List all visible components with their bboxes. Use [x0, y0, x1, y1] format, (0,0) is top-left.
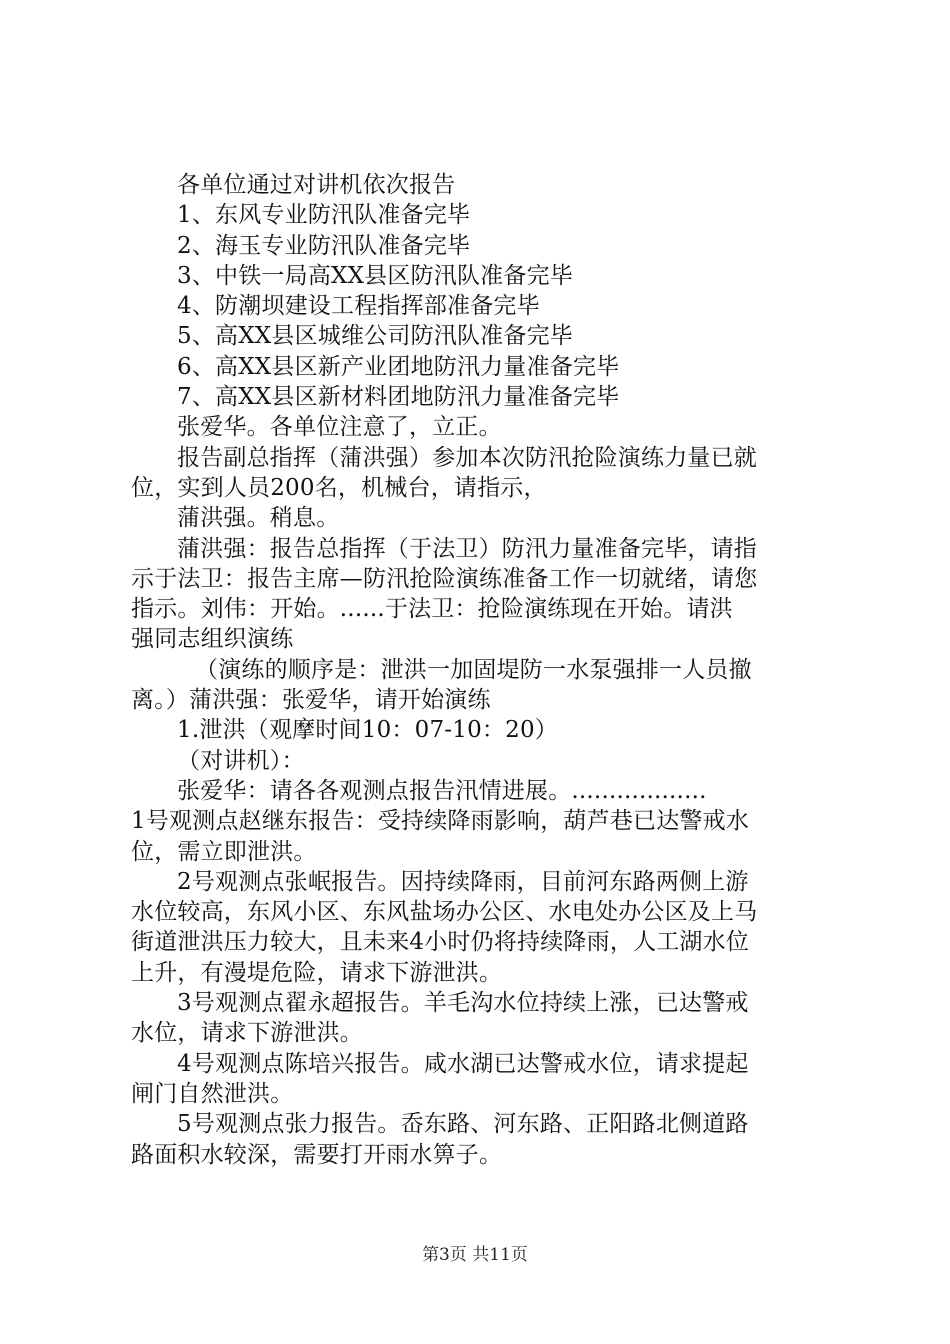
text-line: 报告副总指挥（蒲洪强）参加本次防汛抢险演练力量已就 [177, 444, 757, 471]
text-line: 位，需立即泄洪。 [131, 838, 317, 865]
text-line: （演练的顺序是：泄洪一加固堤防一水泵强排一人员撤 [195, 656, 752, 683]
text-line: 街道泄洪压力较大，且未来4小时仍将持续降雨，人工湖水位 [131, 929, 750, 956]
text-line: （对讲机）： [177, 747, 305, 774]
text-line: 各单位通过对讲机依次报告 [177, 172, 456, 198]
text-line: 蒲洪强。稍息。 [177, 505, 340, 532]
text-line: 强同志组织演练 [131, 626, 294, 653]
text-line: 上升，有漫堤危险，请求下游泄洪。 [131, 959, 503, 986]
text-line: 3、中铁一局高XX县区防汛队准备完毕 [177, 262, 573, 289]
text-line: 5、高XX县区城维公司防汛队准备完毕 [177, 323, 573, 350]
text-line: 1号观测点赵继东报告：受持续降雨影响，葫芦巷已达警戒水 [131, 808, 750, 835]
text-line: 6、高XX县区新产业团地防汛力量准备完毕 [177, 353, 620, 380]
text-line: 7、高XX县区新材料团地防汛力量准备完毕 [177, 384, 620, 411]
text-line: 2、海玉专业防汛队准备完毕 [177, 232, 471, 259]
text-line: 水位较高，东风小区、东风盐场办公区、水电处办公区及上马 [131, 899, 758, 926]
text-line: 指示。刘伟：开始。......于法卫：抢险演练现在开始。请洪 [131, 596, 733, 623]
text-line: 1、东风专业防汛队准备完毕 [177, 202, 471, 229]
text-line: 离。）蒲洪强：张爱华，请开始演练 [131, 687, 491, 714]
text-line: 位，实到人员200名，机械台，请指示， [131, 474, 547, 501]
page-footer [0, 1244, 950, 1266]
text-line: 3号观测点翟永超报告。羊毛沟水位持续上涨，已达警戒 [177, 990, 749, 1017]
text-line: 4号观测点陈培兴报告。咸水湖已达警戒水位，请求提起 [177, 1050, 749, 1077]
text-line: 闸门自然泄洪。 [131, 1080, 294, 1107]
text-line: 张爱华。各单位注意了，立正。 [177, 414, 502, 441]
text-line: 2号观测点张岷报告。因持续降雨，目前河东路两侧上游 [177, 868, 749, 895]
text-line: 5号观测点张力报告。岙东路、河东路、正阳路北侧道路 [177, 1111, 749, 1138]
text-line: 张爱华：请各各观测点报告汛情进展。.................. [177, 777, 707, 804]
text-line: 示于法卫：报告主席—防汛抢险演练准备工作一切就绪，请您 [131, 565, 758, 592]
text-line: 1.泄洪（观摩时间10：07-10：20） [177, 717, 558, 744]
text-line: 4、防潮坝建设工程指挥部准备完毕 [177, 293, 540, 320]
document-body [131, 170, 837, 1170]
text-line: 水位，请求下游泄洪。 [131, 1020, 363, 1047]
page-number: 第3页 共11页 [422, 1245, 528, 1265]
text-line: 蒲洪强：报告总指挥（于法卫）防汛力量准备完毕，请指 [177, 535, 757, 562]
text-line: 路面积水较深，需要打开雨水箅子。 [131, 1141, 503, 1168]
